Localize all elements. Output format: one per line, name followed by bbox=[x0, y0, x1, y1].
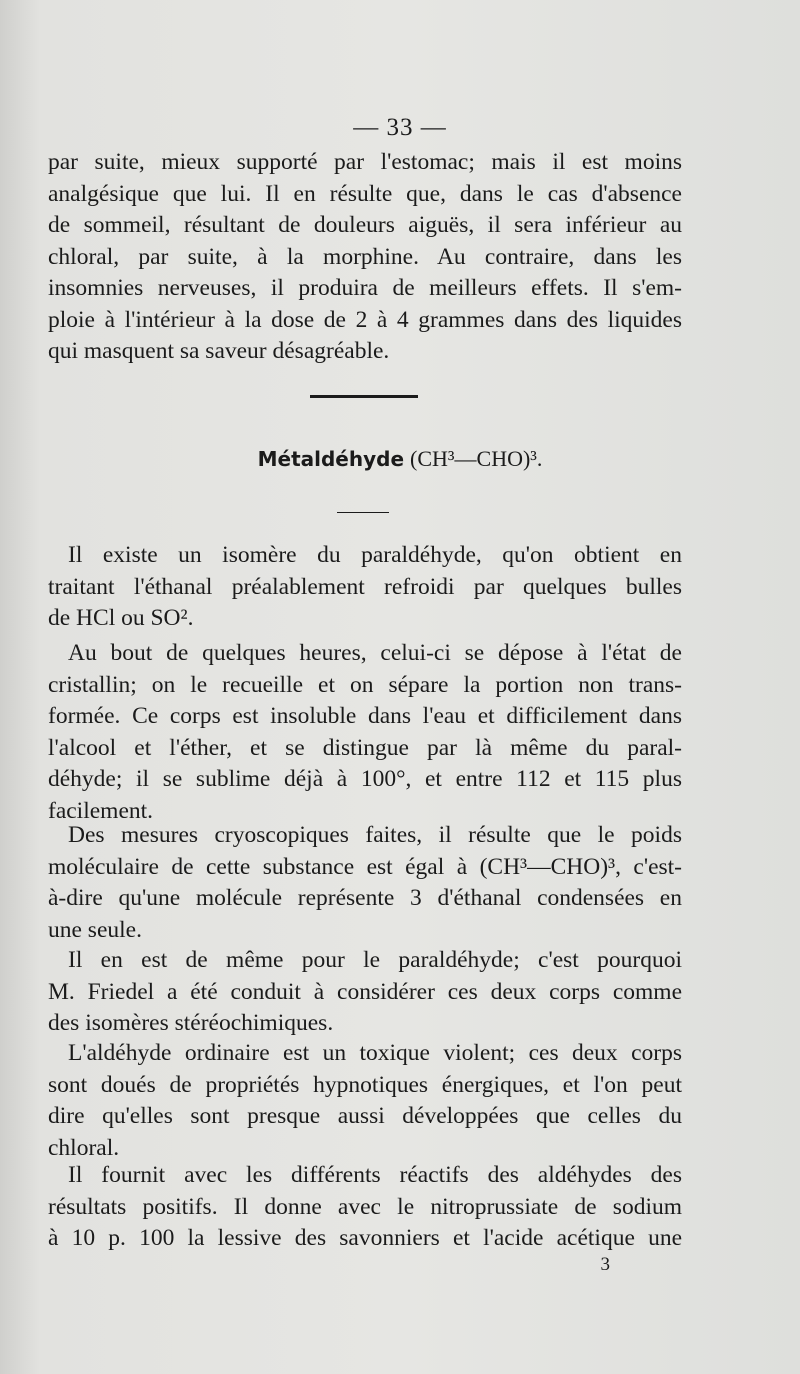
paragraph bbox=[48, 1038, 682, 1164]
heading-name: Métaldéhyde bbox=[257, 447, 405, 471]
paragraph bbox=[48, 1160, 682, 1255]
paragraph bbox=[48, 540, 682, 635]
page-number: — 33 — bbox=[353, 114, 447, 141]
paragraph bbox=[48, 638, 682, 827]
text-line: chloral, par suite, à la morphine. Au contraire, dans les bbox=[48, 243, 682, 270]
text-line: Il fournit avec les différents réactifs des aldéhydes des bbox=[68, 1162, 682, 1188]
text-line: insomnies nerveuses, il produira de meilleurs effets. Il s'em- bbox=[48, 275, 682, 301]
text-line: déhyde; il se sublime déjà à 100°, et entre 112 et 115 plus bbox=[48, 766, 682, 792]
text-line: Il existe un isomère du paraldéhyde, qu'on obtient en bbox=[68, 542, 682, 568]
text-line: qui masquent sa saveur désagréable. bbox=[48, 338, 390, 364]
text-line: de sommeil, résultant de douleurs aiguës, il sera inférieur au bbox=[48, 212, 682, 238]
section-divider bbox=[310, 395, 418, 398]
text-line: Au bout de quelques heures, celui-ci se dépose à l'état de bbox=[68, 640, 682, 666]
paragraph bbox=[48, 820, 682, 946]
section-heading bbox=[0, 446, 800, 472]
text-line: traitant l'éthanal préalablement refroidi par quelques bulles bbox=[48, 573, 682, 600]
text-line: chloral. bbox=[48, 1134, 120, 1161]
text-line: dire qu'elles sont presque aussi développées que celles du bbox=[48, 1103, 682, 1129]
text-line: analgésique que lui. Il en résulte que, dans le cas d'absence bbox=[48, 180, 682, 207]
heading-underline bbox=[337, 512, 389, 513]
text-line: à-dire qu'une molécule représente 3 d'éthanal condensées en bbox=[48, 885, 682, 911]
paragraph-continuation bbox=[48, 147, 682, 368]
text-line: l'alcool et l'éther, et se distingue par là même du paral- bbox=[48, 734, 682, 761]
heading-formula: (CH³—CHO)³. bbox=[410, 446, 543, 471]
paragraph bbox=[48, 945, 682, 1040]
text-line: L'aldéhyde ordinaire est un toxique violent; ces deux corps bbox=[68, 1040, 682, 1066]
text-line: Des mesures cryoscopiques faites, il résulte que le poids bbox=[68, 822, 682, 848]
text-line: sont doués de propriétés hypnotiques énergiques, et l'on peut bbox=[48, 1071, 682, 1098]
text-line: moléculaire de cette substance est égal à (CH³—CHO)³, c'est- bbox=[48, 853, 682, 880]
text-line: formée. Ce corps est insoluble dans l'eau et difficilement dans bbox=[48, 703, 682, 729]
signature-mark: 3 bbox=[600, 1254, 610, 1275]
text-line: cristallin; on le recueille et on sépare la portion non trans- bbox=[48, 671, 682, 698]
text-line: des isomères stéréochimiques. bbox=[48, 1010, 334, 1036]
text-line: à 10 p. 100 la lessive des savonniers et l'acide acétique une bbox=[48, 1225, 682, 1251]
text-line: résultats positifs. Il donne avec le nitroprussiate de sodium bbox=[48, 1193, 682, 1220]
text-line: une seule. bbox=[48, 916, 142, 943]
text-line: par suite, mieux supporté par l'estomac; mais il est moins bbox=[48, 149, 682, 175]
text-line: de HCl ou SO². bbox=[48, 605, 194, 631]
text-line: Il en est de même pour le paraldéhyde; c'est pourquoi bbox=[68, 947, 682, 973]
text-line: ploie à l'intérieur à la dose de 2 à 4 grammes dans des liquides bbox=[48, 306, 682, 333]
text-line: facilement. bbox=[48, 797, 154, 824]
text-line: M. Friedel a été conduit à considérer ces deux corps comme bbox=[48, 978, 682, 1005]
